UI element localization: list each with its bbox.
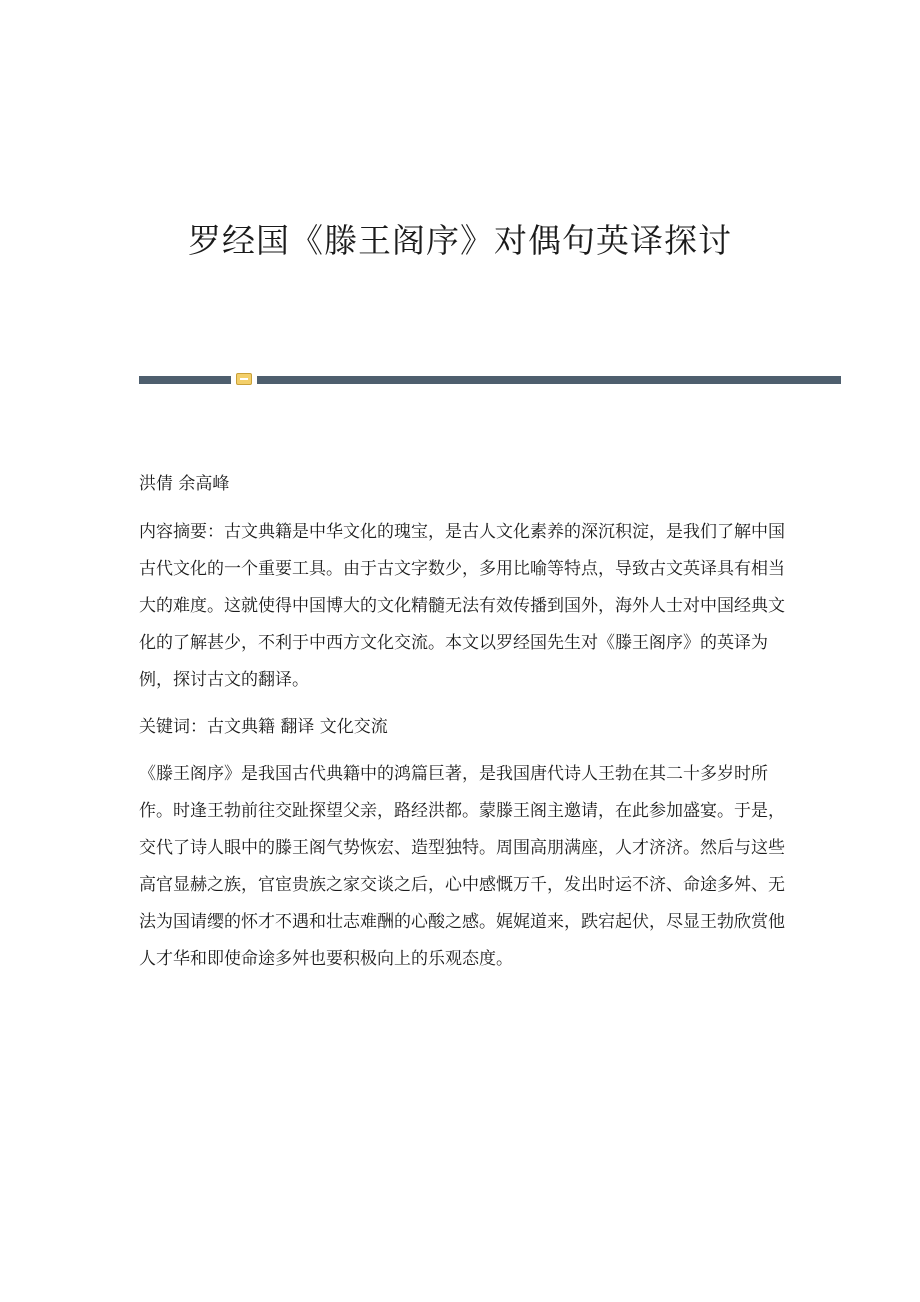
keywords-line: 关键词：古文典籍 翻译 文化交流 xyxy=(139,717,388,737)
abstract-paragraph: 内容摘要：古文典籍是中华文化的瑰宝，是古人文化素养的深沉积淀，是我们了解中国古代文化的一个重要工具。由于古文字数少，多用比喻等特点，导致古文英译具有相当大的难度。这就使得中国博大的文化精髓无法有效传播到国外，海外人士对中国经典文化的了解甚少，不利于中西方文化交流。本文以罗经国先生对《滕王阁序》的英译为例，探讨古文的翻译。 xyxy=(139,522,785,690)
divider-bar-left xyxy=(139,376,231,384)
authors: 洪倩 余高峰 xyxy=(139,474,230,494)
body-paragraph: 《滕王阁序》是我国古代典籍中的鸿篇巨著，是我国唐代诗人王勃在其二十多岁时所作。时逢王勃前往交趾探望父亲，路经洪都。蒙滕王阁主邀请，在此参加盛宴。于是，交代了诗人眼中的滕王阁气势恢宏、造型独特。周围高朋满座，人才济济。然后与这些高官显赫之族，官宦贵族之家交谈之后，心中感慨万千，发出时运不济、命途多舛、无法为国请缨的怀才不遇和壮志难酬的心酸之感。娓娓道来，跌宕起伏，尽显王勃欣赏他人才华和即使命途多舛也要积极向上的乐观态度。 xyxy=(139,764,785,969)
divider-emblem-icon xyxy=(236,373,252,385)
document-body xyxy=(139,466,789,978)
divider-bar-right xyxy=(257,376,841,384)
title-divider xyxy=(139,373,841,385)
document-title: 罗经国《滕王阁序》对偶句英译探讨 xyxy=(188,221,732,260)
